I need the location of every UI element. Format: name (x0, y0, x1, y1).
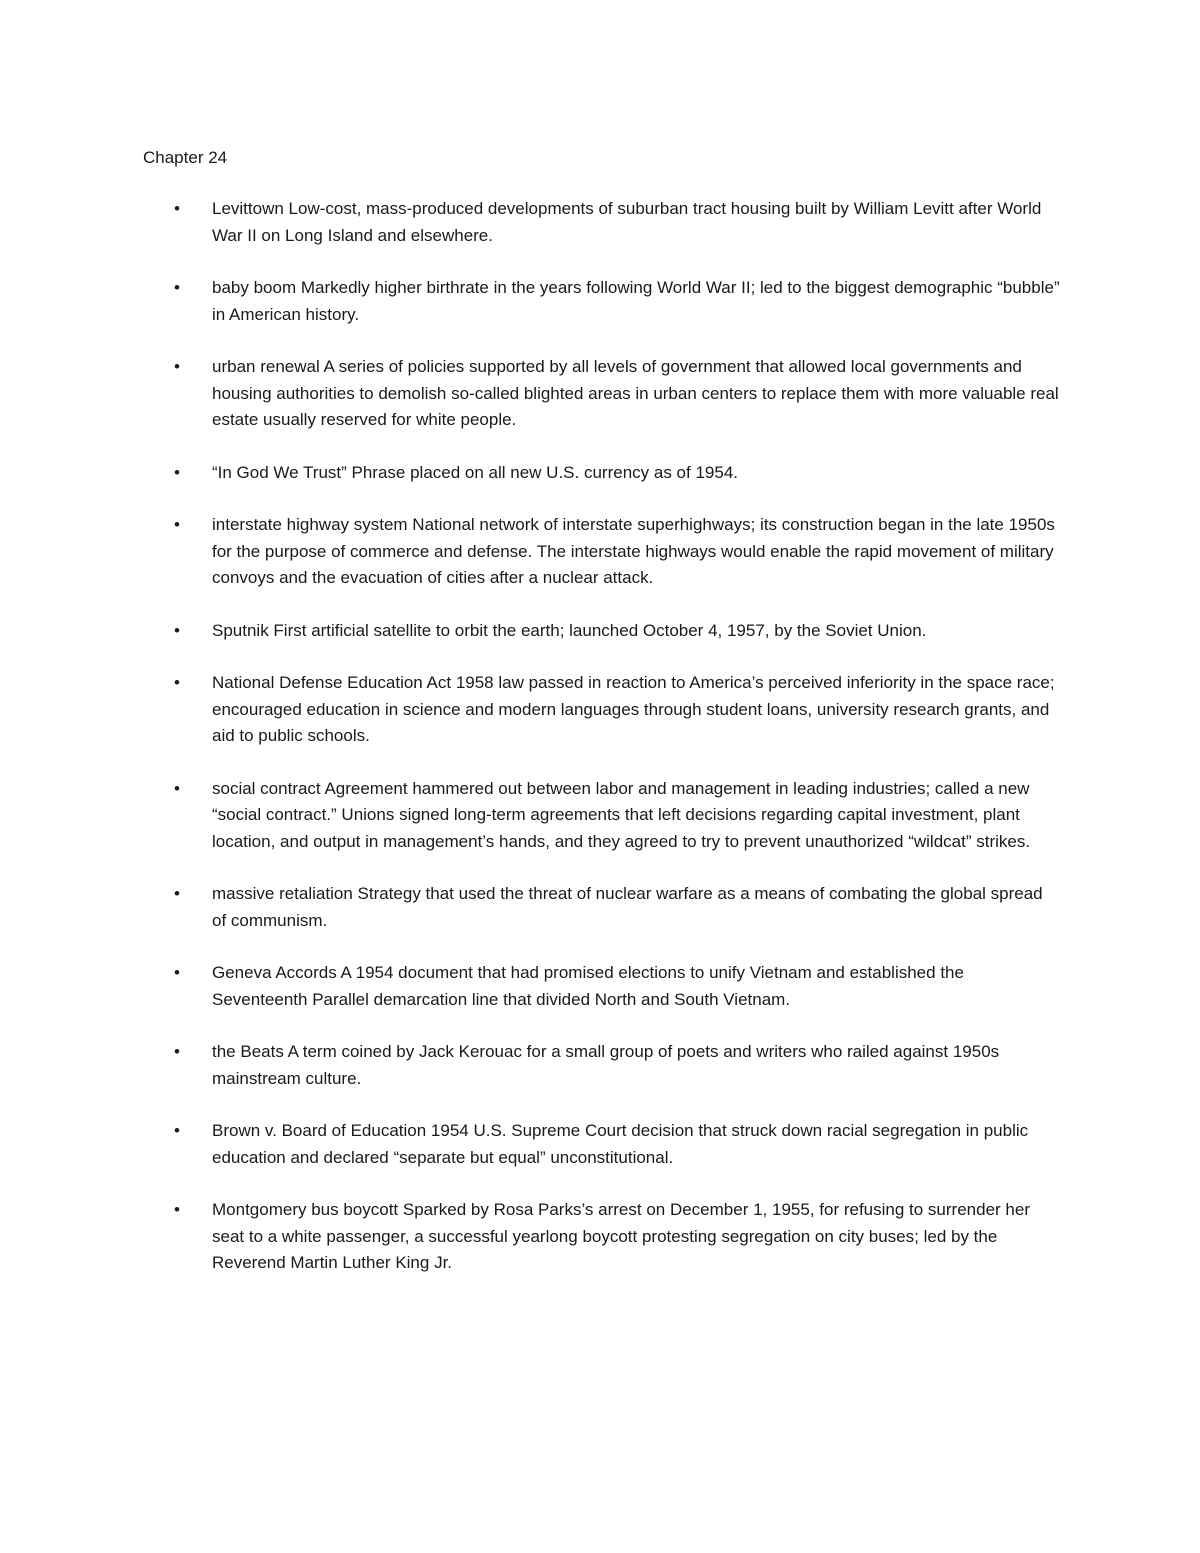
list-item (0, 1118, 1200, 1171)
term-text: Geneva Accords A 1954 document that had promised elections to unify Vietnam and established the Seventeenth Parallel demarcation line that divided North and South Vietnam. (212, 963, 964, 1009)
bullet-icon: • (174, 462, 180, 482)
term-text: National Defense Education Act 1958 law passed in reaction to America’s perceived inferiority in the space race; encouraged education in science and modern languages through student loans, university research grants, and aid to public schools. (212, 673, 1055, 745)
term-text: Levittown Low-cost, mass-produced developments of suburban tract housing built by William Levitt after World War II on Long Island and elsewhere. (212, 199, 1042, 245)
term-list (0, 196, 1200, 1303)
list-item (0, 275, 1200, 328)
bullet-icon: • (174, 515, 180, 534)
list-item (0, 670, 1200, 750)
term-text: massive retaliation Strategy that used the threat of nuclear warfare as a means of combating the global spread of communism. (212, 884, 1043, 930)
term-text: interstate highway system National network of interstate superhighways; its construction began in the late 1950s for the purpose of commerce and defense. The interstate highways would enable the rapid movement of military convoys and the evacuation of cities after a nuclear attack. (212, 515, 1055, 587)
list-item (0, 460, 1200, 487)
bullet-icon: • (174, 1200, 180, 1219)
bullet-icon: • (174, 620, 180, 640)
page-title: Chapter 24 (143, 148, 228, 167)
term-text: Montgomery bus boycott Sparked by Rosa Parks’s arrest on December 1, 1955, for refusing to surrender her seat to a white passenger, a successful yearlong boycott protesting segregation on city buses; led by the Reverend Martin Luther King Jr. (212, 1200, 1030, 1272)
list-item (0, 1197, 1200, 1277)
bullet-icon: • (174, 673, 180, 692)
bullet-icon: • (174, 278, 180, 297)
term-text: urban renewal A series of policies supported by all levels of government that allowed local governments and housing authorities to demolish so-called blighted areas in urban centers to replace them with more valuable real estate usually reserved for white people. (212, 357, 1059, 429)
list-item (0, 618, 1200, 645)
term-text: Brown v. Board of Education 1954 U.S. Supreme Court decision that struck down racial segregation in public education and declared “separate but equal” unconstitutional. (212, 1121, 1029, 1167)
bullet-icon: • (174, 1042, 180, 1061)
list-item (0, 196, 1200, 249)
bullet-icon: • (174, 357, 180, 376)
list-item (0, 1039, 1200, 1092)
bullet-icon: • (174, 778, 180, 798)
bullet-icon: • (174, 884, 180, 903)
bullet-icon: • (174, 199, 180, 218)
list-item (0, 881, 1200, 934)
list-item (0, 776, 1200, 856)
list-item (0, 354, 1200, 434)
term-text: the Beats A term coined by Jack Kerouac for a small group of poets and writers who railed against 1950s mainstream culture. (212, 1042, 1000, 1088)
list-item (0, 512, 1200, 592)
term-text: baby boom Markedly higher birthrate in the years following World War II; led to the biggest demographic “bubble” in American history. (212, 278, 1060, 324)
bullet-icon: • (174, 963, 180, 982)
term-text: Sputnik First artificial satellite to orbit the earth; launched October 4, 1957, by the Soviet Union. (212, 620, 927, 640)
bullet-icon: • (174, 1121, 180, 1140)
term-text: social contract Agreement hammered out between labor and management in leading industries; called a new “social contract.” Unions signed long-term agreements that left decisions regarding capital investment, plant location, and output in management’s hands, and they agreed to try to prevent unauthorized “wildcat” strikes. (212, 778, 1031, 851)
list-item (0, 960, 1200, 1013)
term-text: “In God We Trust” Phrase placed on all new U.S. currency as of 1954. (212, 462, 738, 482)
